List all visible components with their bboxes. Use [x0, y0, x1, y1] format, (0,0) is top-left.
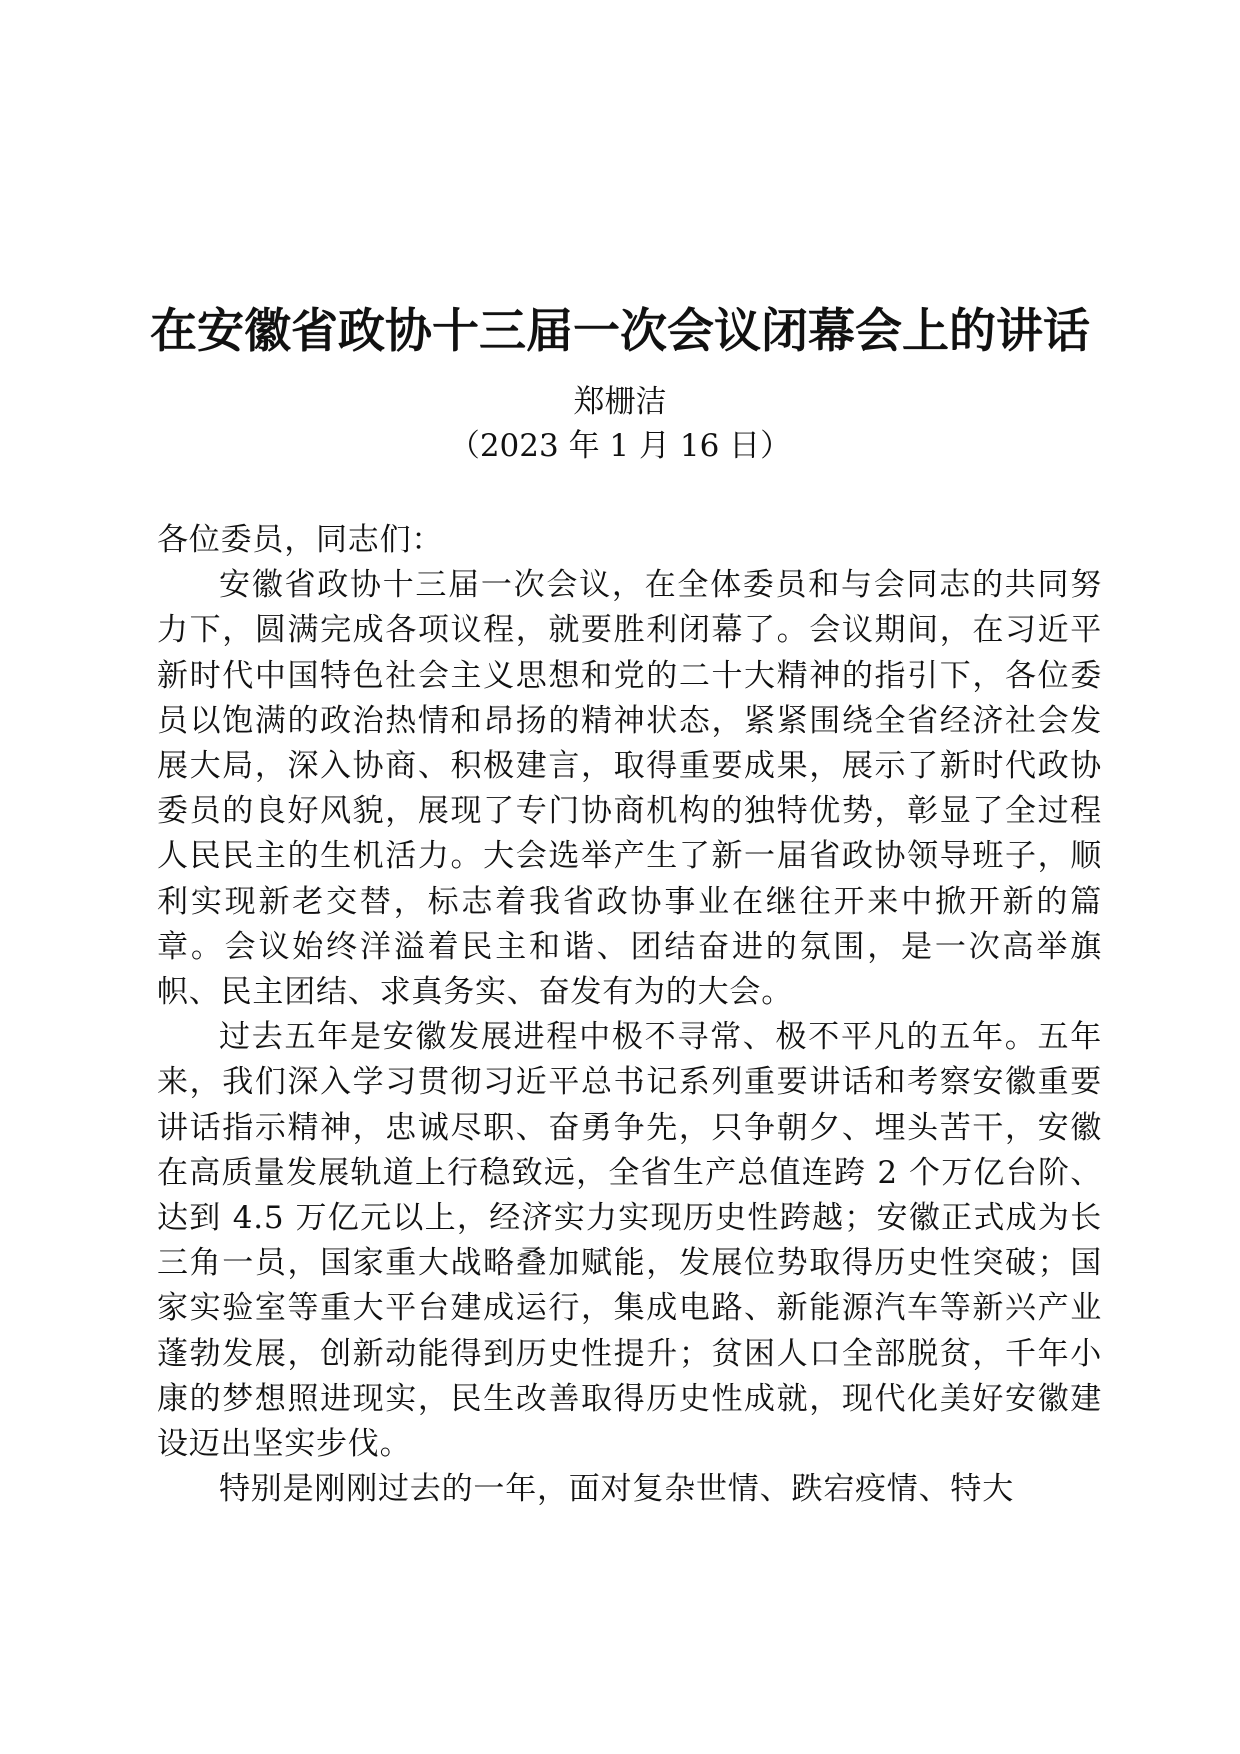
speech-date: （2023 年 1 月 16 日） [448, 428, 792, 464]
paragraph: 特别是刚刚过去的一年，面对复杂世情、跌宕疫情、特大 [219, 1471, 1014, 1508]
document-title: 在安徽省政协十三届一次会议闭幕会上的讲话 [150, 304, 1090, 359]
paragraph: 安徽省政协十三届一次会议，在全体委员和与会同志的共同努力下，圆满完成各项议程，就要胜利闭幕了。会议期间，在习近平新时代中国特色社会主义思想和党的二十大精神的指引下，各位委员以饱满的政治热情和昂扬的精神状态，紧紧围绕全省经济社会发展大局，深入协商、积极建言，取得重要成果，展示了新时代政协委员的良好风貌，展现了专门协商机构的独特优势，彰显了全过程人民民主的生机活力。大会选举产生了新一届省政协领导班子，顺利实现新老交替，标志着我省政协事业在继往开来中掀开新的篇章。会议始终洋溢着民主和谐、团结奋进的氛围，是一次高举旗帜、民主团结、求真务实、奋发有为的大会。 [157, 567, 1102, 1011]
paragraph: 过去五年是安徽发展进程中极不寻常、极不平凡的五年。五年来，我们深入学习贯彻习近平总书记系列重要讲话和考察安徽重要讲话指示精神，忠诚尽职、奋勇争先，只争朝夕、埋头苦干，安徽在高质量发展轨道上行稳致远，全省生产总值连跨 2 个万亿台阶、达到 4.5 万亿元以上，经济实力实现历史性跨越；安徽正式成为长三角一员，国家重大战略叠加赋能，发展位势取得历史性突破；国家实验室等重大平台建成运行，集成电路、新能源汽车等新兴产业蓬勃发展，创新动能得到历史性提升；贫困人口全部脱贫，千年小康的梦想照进现实，民生改善取得历史性成就，现代化美好安徽建设迈出坚实步伐。 [157, 1019, 1102, 1463]
document-body [157, 518, 1102, 1512]
salutation: 各位委员，同志们： [157, 522, 444, 558]
author-name: 郑栅洁 [573, 384, 667, 420]
